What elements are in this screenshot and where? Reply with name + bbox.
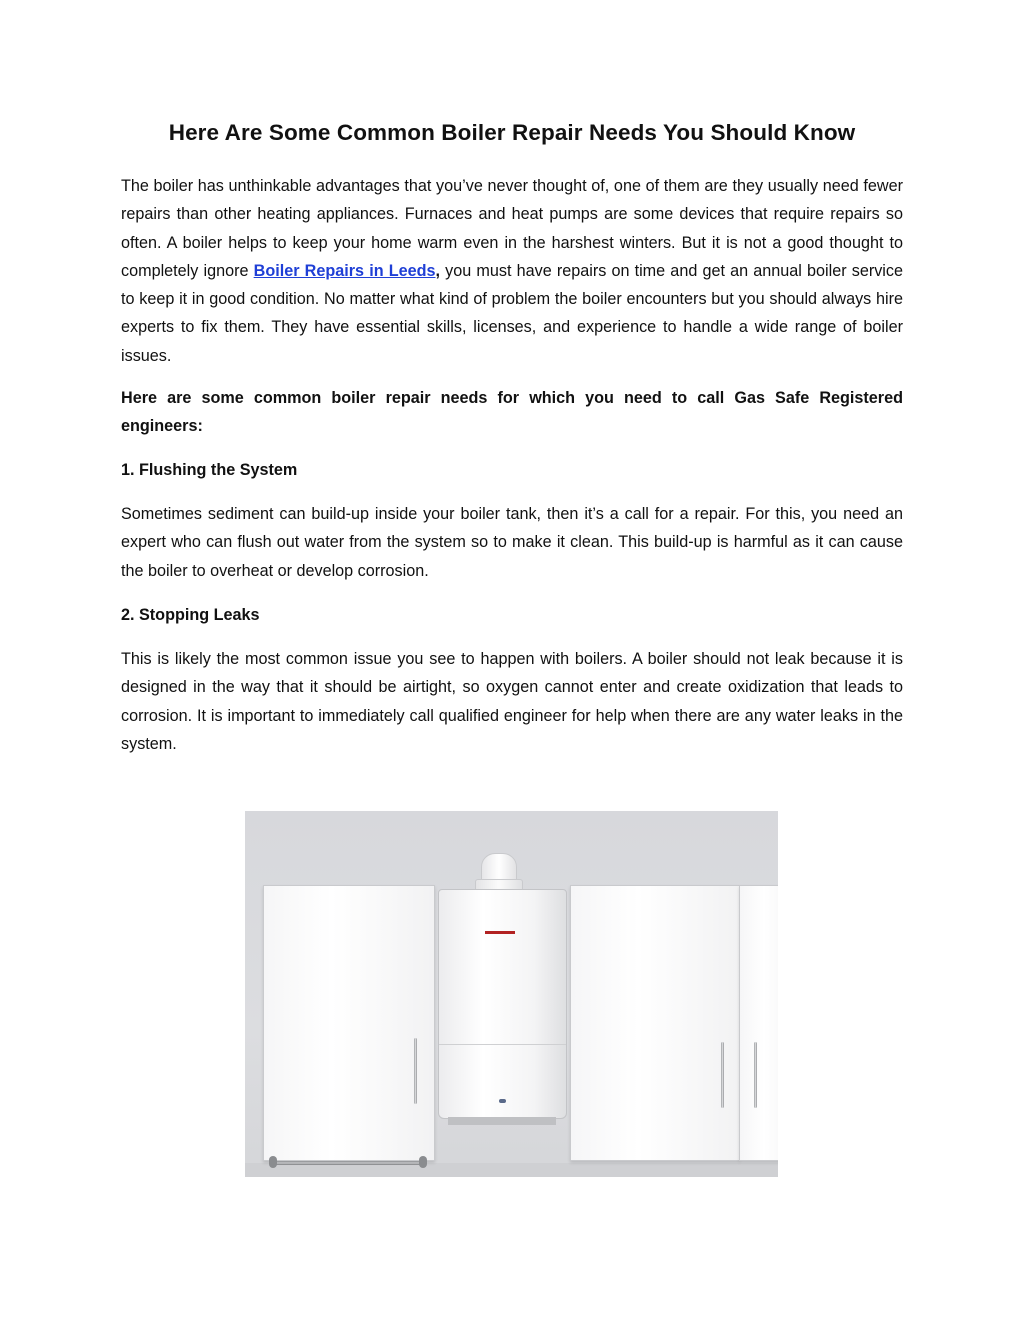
- left-cabinet: [263, 885, 435, 1161]
- page-title: Here Are Some Common Boiler Repair Needs You Should Know: [168, 120, 856, 145]
- floor-shadow: [245, 1163, 778, 1177]
- boiler-repairs-link[interactable]: Boiler Repairs in Leeds: [253, 261, 436, 280]
- towel-rail: [273, 1161, 423, 1165]
- boiler-underside: [448, 1117, 556, 1125]
- section-text-leaks: This is likely the most common issue you see to happen with boilers. A boiler should not leak because it is designed in the way that it should be airtight, so oxygen cannot enter and create oxidization that leads to corrosion. It is important to immediately call qualified engineer for help when there are any water leaks in the system.: [121, 650, 903, 754]
- lead-paragraph: Here are some common boiler repair needs for which you need to call Gas Safe Registered engineers:: [121, 389, 903, 436]
- towel-rail-end: [269, 1156, 277, 1168]
- far-right-cabinet: [739, 885, 778, 1161]
- boiler-indicator: [499, 1099, 506, 1103]
- towel-rail-end: [419, 1156, 427, 1168]
- intro-text-before-link: The boiler has unthinkable advantages that you’ve never thought of, one of them are they usually need fewer repairs than other heating appliances. Furnaces and heat pumps are some devices that require repairs so often. A boiler helps to keep your home warm even in the harshest winters. But it is not a good thought to completely ignore: [121, 177, 903, 280]
- section-heading-leaks: 2. Stopping Leaks: [121, 605, 260, 624]
- brand-mark: [485, 931, 515, 934]
- intro-link-comma: ,: [435, 261, 440, 280]
- boiler-brand-logo: [485, 930, 515, 936]
- boiler-illustration: [245, 811, 778, 1177]
- article-body: [121, 172, 903, 774]
- cabinet-handle: [414, 1038, 417, 1104]
- section-text-flushing: Sometimes sediment can build-up inside your boiler tank, then it’s a call for a repair. For this, you need an expert who can flush out water from the system so to make it clean. This build-up is harmful as it can cause the boiler to overheat or develop corrosion.: [121, 504, 903, 580]
- intro-paragraph: [121, 172, 903, 370]
- cabinet-handle: [721, 1042, 724, 1108]
- cabinet-handle: [754, 1042, 757, 1108]
- right-cabinet: [570, 885, 740, 1161]
- boiler-unit: [438, 889, 567, 1119]
- intro-text-after-link: you must have repairs on time and get an annual boiler service to keep it in good condition. No matter what kind of problem the boiler encounters but you should always hire experts to fix them. They have essential skills, licenses, and experience to handle a wide range of boiler issues.: [121, 261, 903, 365]
- boiler-panel-seam: [439, 1044, 566, 1045]
- section-heading-flushing: 1. Flushing the System: [121, 460, 298, 479]
